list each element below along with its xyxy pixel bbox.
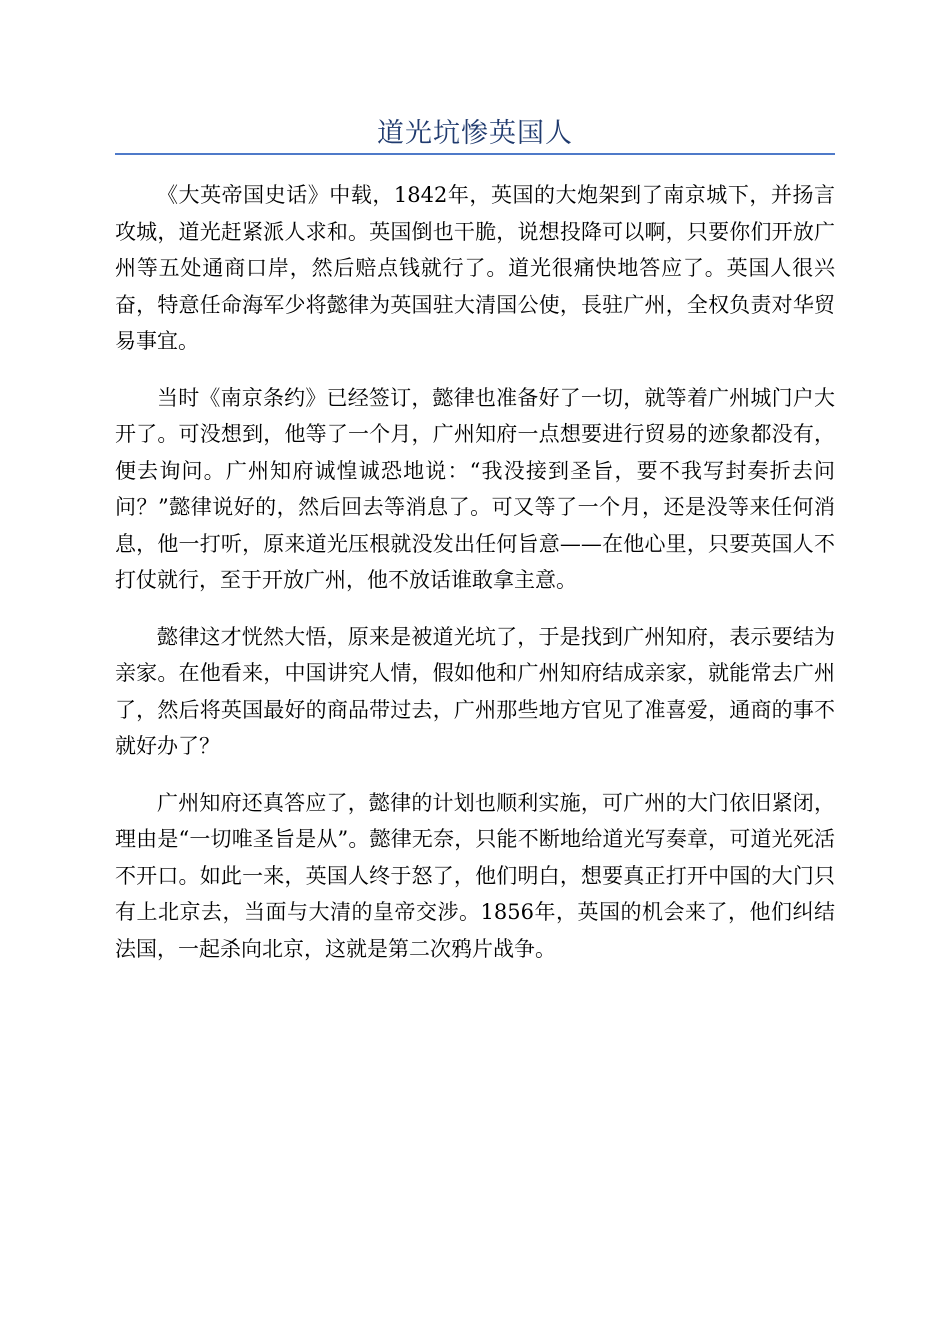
document-title: 道光坑惨英国人 <box>377 118 573 149</box>
paragraph-2: 当时《南京条约》已经签订，懿律也准备好了一切，就等着广州城门户大开了。可没想到，他等了一个月，广州知府一点想要进行贸易的迹象都没有，便去询问。广州知府诚惶诚恐地说：“我没接到圣旨，要不我写封奏折去问问？”懿律说好的，然后回去等消息了。可又等了一个月，还是没等来任何消息，他一打听，原来道光压根就没发出任何旨意——在他心里，只要英国人不打仗就行，至于开放广州，他不放话谁敢拿主意。 <box>115 385 835 592</box>
document-body <box>115 177 835 987</box>
paragraph-4: 广州知府还真答应了，懿律的计划也顺利实施，可广州的大门依旧紧闭，理由是“一切唯圣旨是从”。懿律无奈，只能不断地给道光写奏章，可道光死活不开口。如此一来，英国人终于怒了，他们明白，想要真正打开中国的大门只有上北京去，当面与大清的皇帝交涉。1856年，英国的机会来了，他们纠结法国，一起杀向北京，这就是第二次鸦片战争。 <box>115 790 835 961</box>
paragraph-3: 懿律这才恍然大悟，原来是被道光坑了，于是找到广州知府，表示要结为亲家。在他看来，中国讲究人情，假如他和广州知府结成亲家，就能常去广州了，然后将英国最好的商品带过去，广州那些地方官见了准喜爱，通商的事不就好办了？ <box>115 624 835 758</box>
paragraph-1: 《大英帝国史话》中载，1842年，英国的大炮架到了南京城下，并扬言攻城，道光赶紧派人求和。英国倒也干脆，说想投降可以啊，只要你们开放广州等五处通商口岸，然后赔点钱就行了。道光很痛快地答应了。英国人很兴奋，特意任命海军少将懿律为英国驻大清国公使，長驻广州，全权负责对华贸易事宜。 <box>115 183 835 353</box>
title-underline <box>115 153 835 155</box>
